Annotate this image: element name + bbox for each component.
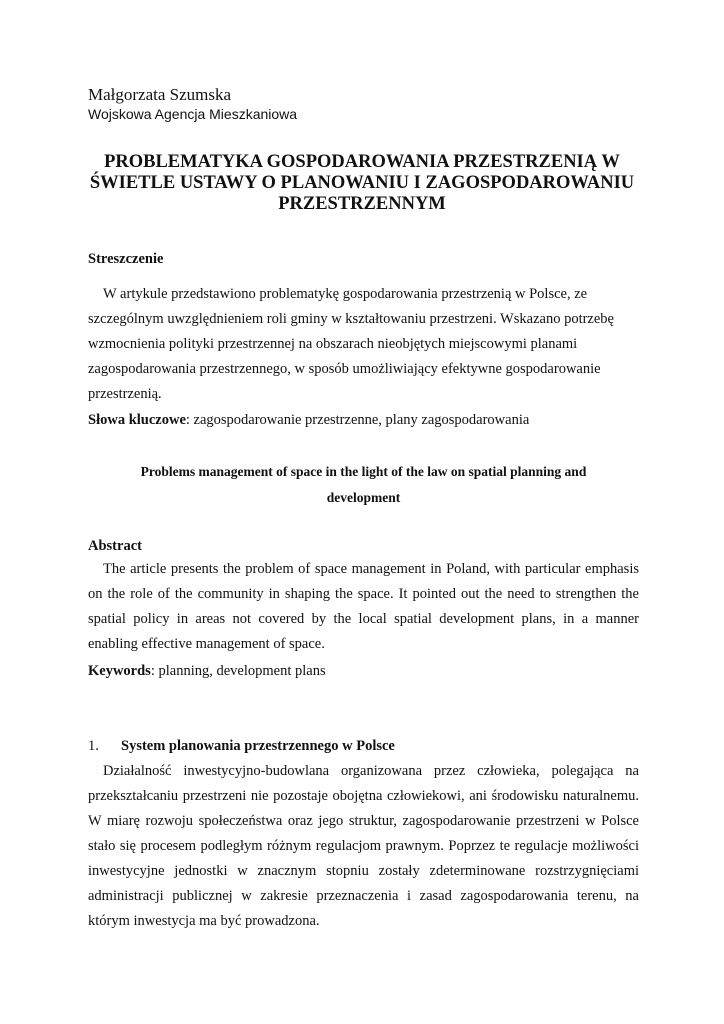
keywords bbox=[88, 662, 326, 680]
section-number: 1. bbox=[88, 738, 99, 754]
section-1-heading bbox=[88, 737, 395, 755]
author-name: Małgorzata Szumska bbox=[88, 85, 232, 104]
paragraph-line: przestrzenią. bbox=[88, 386, 162, 402]
paragraph-line: Działalność inwestycyjno-budowlana organizowana przez człowieka, polegająca na bbox=[103, 763, 639, 779]
author-affiliation: Wojskowa Agencja Mieszkaniowa bbox=[88, 106, 298, 122]
slowa-kluczowe bbox=[88, 411, 529, 429]
abstract-paragraph bbox=[88, 557, 639, 657]
paragraph-line: on the role of the community in shaping the space. It pointed out the need to strengthen the bbox=[88, 586, 639, 602]
paragraph-line: W artykule przedstawiono problematykę gospodarowania przestrzenią w Polsce, ze bbox=[103, 286, 588, 302]
abstract-heading: Abstract bbox=[88, 538, 142, 554]
slowa-kluczowe-label: Słowa kluczowe bbox=[88, 412, 186, 428]
paragraph-line: administracji publicznej w zakresie przeznaczenia i zasad zagospodarowania terenu, na bbox=[88, 888, 639, 904]
keywords-label: Keywords bbox=[88, 663, 151, 679]
slowa-kluczowe-text: : zagospodarowanie przestrzenne, plany zagospodarowania bbox=[185, 412, 530, 428]
paragraph-line: enabling effective management of space. bbox=[88, 636, 325, 652]
paragraph-line: którym inwestycja ma być prowadzona. bbox=[88, 913, 320, 929]
title-line: ŚWIETLE USTAWY O PLANOWANIU I ZAGOSPODAROWANIU bbox=[89, 173, 635, 193]
paragraph-line: zagospodarowania przestrzennego, w sposób umożliwiający efektywne gospodarowanie bbox=[88, 361, 601, 377]
english-title bbox=[88, 459, 639, 511]
section-title: System planowania przestrzennego w Polsce bbox=[121, 738, 395, 754]
paragraph-line: stało się procesem podległym różnym regulacjom prawnym. Poprzez te regulacje możliwości bbox=[88, 838, 639, 854]
title-line: PROBLEMATYKA GOSPODAROWANIA PRZESTRZENIĄ W bbox=[104, 152, 620, 172]
paragraph-line: W miarę rozwoju społeczeństwa oraz jego struktur, zagospodarowanie przestrzeni w Polsce bbox=[88, 813, 639, 829]
keywords-text: : planning, development plans bbox=[150, 663, 326, 679]
section-1-paragraph bbox=[88, 759, 639, 934]
paragraph-line: inwestycyjne jednostki w znacznym stopniu zostały zdeterminowane rozstrzygnięciami bbox=[88, 863, 639, 879]
paragraph-line: szczególnym uwzględnieniem roli gminy w kształtowaniu przestrzeni. Wskazano potrzebę bbox=[88, 311, 614, 327]
streszczenie-heading: Streszczenie bbox=[88, 251, 164, 267]
english-title-line: Problems management of space in the light of the law on spatial planning and bbox=[140, 464, 587, 479]
paragraph-line: wzmocnienia polityki przestrzennej na obszarach nieobjętych miejscowymi planami bbox=[88, 336, 578, 352]
streszczenie-paragraph bbox=[88, 282, 639, 407]
paragraph-line: The article presents the problem of space management in Poland, with particular emphasis bbox=[103, 561, 639, 577]
title-line: PRZESTRZENNYM bbox=[278, 194, 446, 214]
paper-title bbox=[60, 152, 664, 215]
paragraph-line: spatial policy in areas not covered by the local spatial development plans, in a manner bbox=[88, 611, 639, 627]
english-title-line: development bbox=[326, 490, 401, 505]
paragraph-line: przekształcaniu przestrzeni nie pozostaje obojętna człowiekowi, ani środowisku naturalnemu. bbox=[88, 788, 639, 804]
